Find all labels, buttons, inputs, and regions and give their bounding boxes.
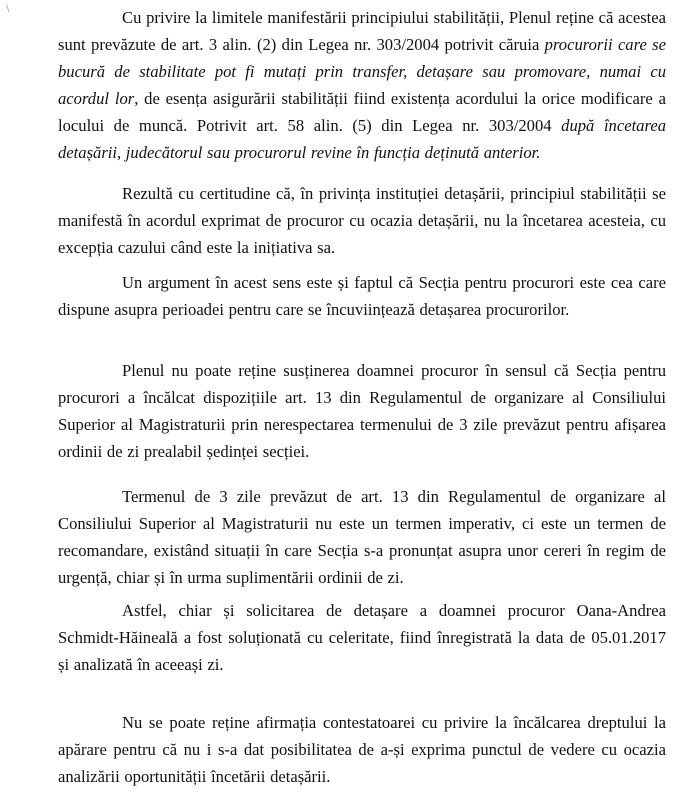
paragraph-secondment-request bbox=[58, 597, 666, 678]
text-segment: Nu se poate reține afirmația contestatoarei cu privire la încălcarea dreptului la apărare pentru că nu i s-a dat posibilitatea de a-și exprima punctul de vedere cu ocazia analizării oportunității încetării detașării. bbox=[58, 713, 666, 786]
text-segment: Cu privire la limitele manifestării principiului stabilității, Plenul reține că acestea sunt prevăzute de art. 3 alin. (2) din Legea nr. 303/2004 potrivit căruia bbox=[58, 8, 666, 54]
paragraph-plenum-claim bbox=[58, 357, 666, 465]
paragraph-stability-limits bbox=[58, 4, 666, 166]
text-segment: Termenul de 3 zile prevăzut de art. 13 din Regulamentul de organizare al Consiliului Superior al Magistraturii nu este un termen imperativ, ci este un termen de recomandare, existând situații în care Secția s-a pronunțat asupra unor cereri în regim de urgență, chiar și în urma suplimentării ordinii de zi. bbox=[58, 487, 666, 587]
paragraph-argument bbox=[58, 269, 666, 323]
paragraph-deadline bbox=[58, 483, 666, 591]
paragraph-certitude bbox=[58, 180, 666, 261]
italic-quote-segment: după încetarea detașării, judecătorul sau procurorul revine în funcția deținută anterior. bbox=[58, 116, 666, 162]
corner-mark: \ bbox=[6, 1, 10, 15]
paragraph-right-of-defense bbox=[58, 709, 666, 790]
text-segment: Astfel, chiar și solicitarea de detașare a doamnei procuror Oana-Andrea Schmidt-Hăineală a fost soluționată cu celeritate, fiind înregistrată la data de 05.01.2017 și analizată în aceeași zi. bbox=[58, 601, 666, 674]
text-segment: Plenul nu poate reține susținerea doamnei procuror în sensul că Secția pentru procurori a încălcat dispozițiile art. 13 din Regulamentul de organizare al Consiliului Superior al Magistraturii prin nerespectarea termenului de 3 zile prevăzut pentru afișarea ordinii de zi prealabil ședinței secției. bbox=[58, 361, 666, 461]
text-segment: , de esența asigurării stabilității fiind existența acordului la orice modificare a locului de muncă. Potrivit art. 58 alin. (5) din Legea nr. 303/2004 bbox=[58, 89, 666, 135]
text-segment: Un argument în acest sens este și faptul că Secția pentru procurori este cea care dispune asupra perioadei pentru care se încuviințează detașarea procurorilor. bbox=[58, 273, 666, 319]
italic-quote-segment: procurorii care se bucură de stabilitate pot fi mutați prin transfer, detașare sau promovare, numai cu acordul lor bbox=[58, 35, 666, 108]
text-segment: Rezultă cu certitudine că, în privința instituției detașării, principiul stabilității se manifestă în acordul exprimat de procuror cu ocazia detașării, nu la încetarea acesteia, cu excepția cazului când este la inițiativa sa. bbox=[58, 184, 666, 257]
